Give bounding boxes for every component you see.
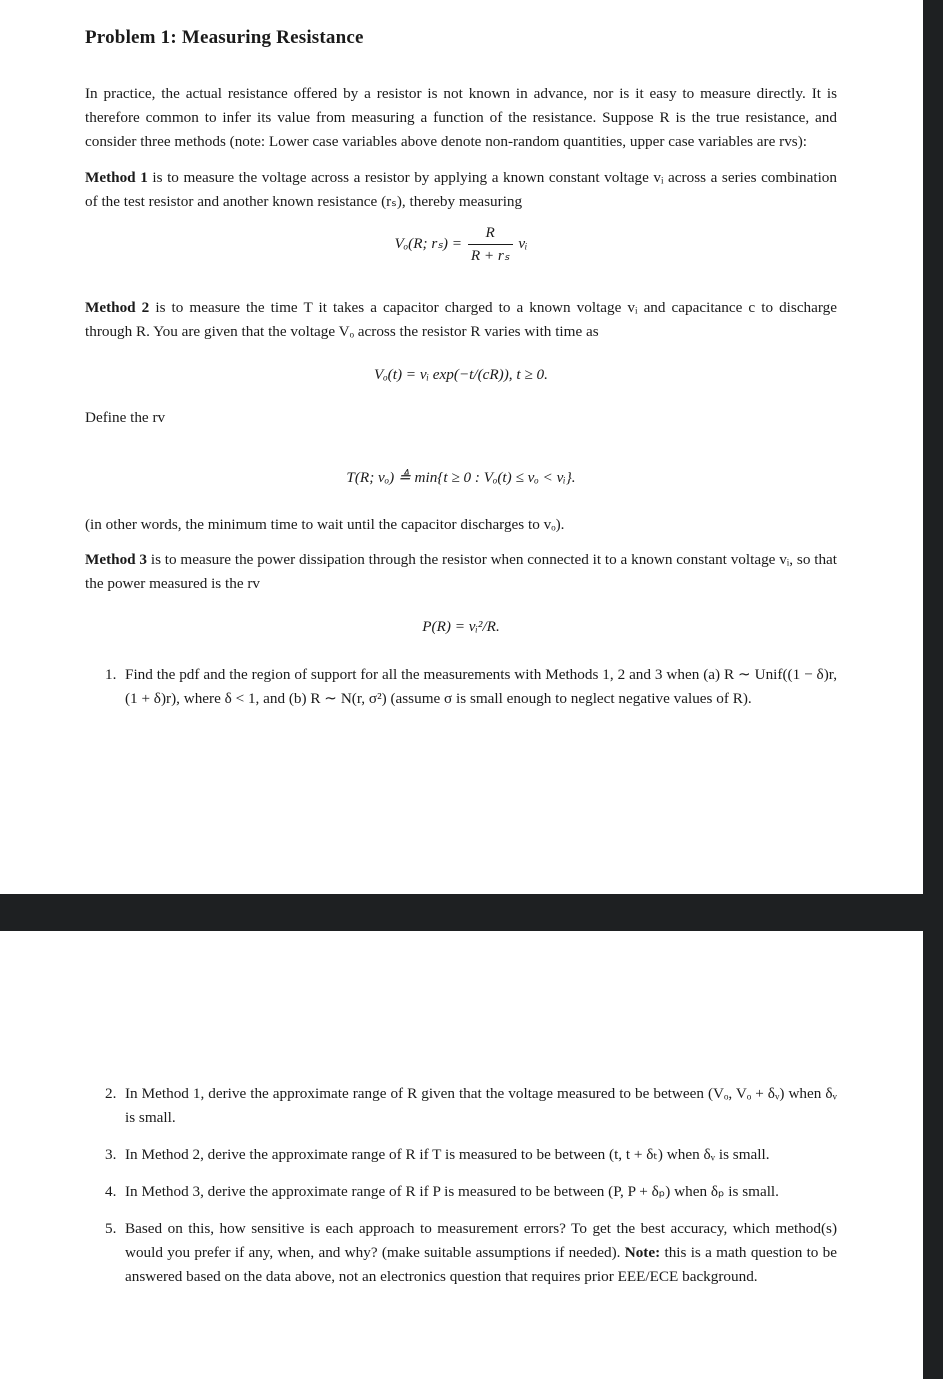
question-5-note: this is a math question to be answered based on the data above, not an electronics question that requires prior EEE/ECE background.	[125, 1244, 838, 1285]
question-2-number: 2.	[105, 1085, 117, 1102]
question-1-text: Find the pdf and the region of support for all the measurements with Methods 1, 2 and 3 when (a) R ∼ Unif((1 − δ)r, (1 + δ)r), where δ < 1, and (b) R ∼ N(r, σ²) (assume σ is small enough to neglect negative values of R).	[125, 666, 837, 707]
viewer-scrollbar-strip	[923, 0, 943, 1379]
method1-paragraph	[85, 166, 837, 214]
method2-paragraph	[85, 296, 837, 344]
method3-text: is to measure the power dissipation through the resistor when connected it to a known constant voltage vᵢ, so that the power measured is the rv	[85, 551, 838, 592]
question-5-number: 5.	[105, 1220, 117, 1237]
method3-paragraph	[85, 548, 837, 596]
method2-label: Method 2	[85, 299, 150, 316]
question-3-number: 3.	[105, 1146, 117, 1163]
question-1	[85, 663, 837, 711]
intro-paragraph: In practice, the actual resistance offered by a resistor is not known in advance, nor is it easy to measure directly. It is therefore common to infer its value from measuring a function of the resistance. Suppose R is the true resistance, and consider three methods (note: Lower case variables above denote non-random quantities, upper case variables are rvs):	[85, 85, 837, 150]
question-5-note-label: Note:	[624, 1244, 661, 1261]
eq1-denominator: R + rₛ	[470, 247, 510, 264]
equation-method1	[85, 224, 837, 272]
eq1-numerator: R	[468, 224, 513, 245]
question-4-number: 4.	[105, 1183, 117, 1200]
problem-title: Problem 1: Measuring Resistance	[85, 27, 364, 48]
question-2	[85, 1082, 837, 1130]
question-2-text: In Method 1, derive the approximate range of R given that the voltage measured to be between (Vₒ, Vₒ + δᵥ) when δᵥ is small.	[125, 1085, 837, 1126]
question-4-text: In Method 3, derive the approximate range of R if P is measured to be between (P, P + δₚ) when δₚ is small.	[125, 1183, 779, 1200]
eq1-tail: vᵢ	[518, 234, 528, 252]
method3-label: Method 3	[85, 551, 148, 568]
question-5	[85, 1217, 837, 1289]
method2-text: is to measure the time T it takes a capacitor charged to a known voltage vᵢ and capacitance c to discharge through R. You are given that the voltage Vₒ across the resistor R varies with time as	[85, 299, 838, 340]
question-3-text: In Method 2, derive the approximate range of R if T is measured to be between (t, t + δₜ) when δᵥ is small.	[125, 1146, 770, 1163]
define-rv-text: Define the rv	[85, 409, 166, 426]
eq1-fraction	[468, 224, 513, 265]
question-1-number: 1.	[105, 666, 117, 683]
page-gap-bar	[0, 894, 943, 931]
in-other-words-text: (in other words, the minimum time to wait until the capacitor discharges to vₒ).	[85, 516, 565, 533]
equation-rv-T	[85, 466, 837, 490]
eq2-text: Vₒ(t) = vᵢ exp(−t/(cR)), t ≥ 0.	[374, 366, 548, 383]
equation-method3	[85, 615, 837, 639]
eq1-lhs: Vₒ(R; rₛ) =	[394, 234, 463, 252]
equation-method2	[85, 363, 837, 387]
page-section-2	[85, 1082, 837, 1289]
question-5-text: Based on this, how sensitive is each approach to measurement errors? To get the best accuracy, which method(s) would you prefer if any, when, and why? (make suitable assumptions if needed).	[125, 1220, 837, 1261]
question-4	[85, 1180, 837, 1204]
eq4-text: P(R) = vᵢ²/R.	[422, 618, 500, 635]
method1-text: is to measure the voltage across a resistor by applying a known constant voltage vᵢ across a series combination of the test resistor and another known resistance (rₛ), thereby measuring	[85, 169, 837, 210]
page-section-1	[85, 20, 837, 711]
question-list-part2	[85, 1082, 837, 1289]
eq3-text: T(R; vₒ) ≜ min{t ≥ 0 : Vₒ(t) ≤ vₒ < vᵢ}.	[346, 469, 576, 486]
method1-label: Method 1	[85, 169, 148, 186]
question-list-part1	[85, 663, 837, 711]
question-3	[85, 1143, 837, 1167]
